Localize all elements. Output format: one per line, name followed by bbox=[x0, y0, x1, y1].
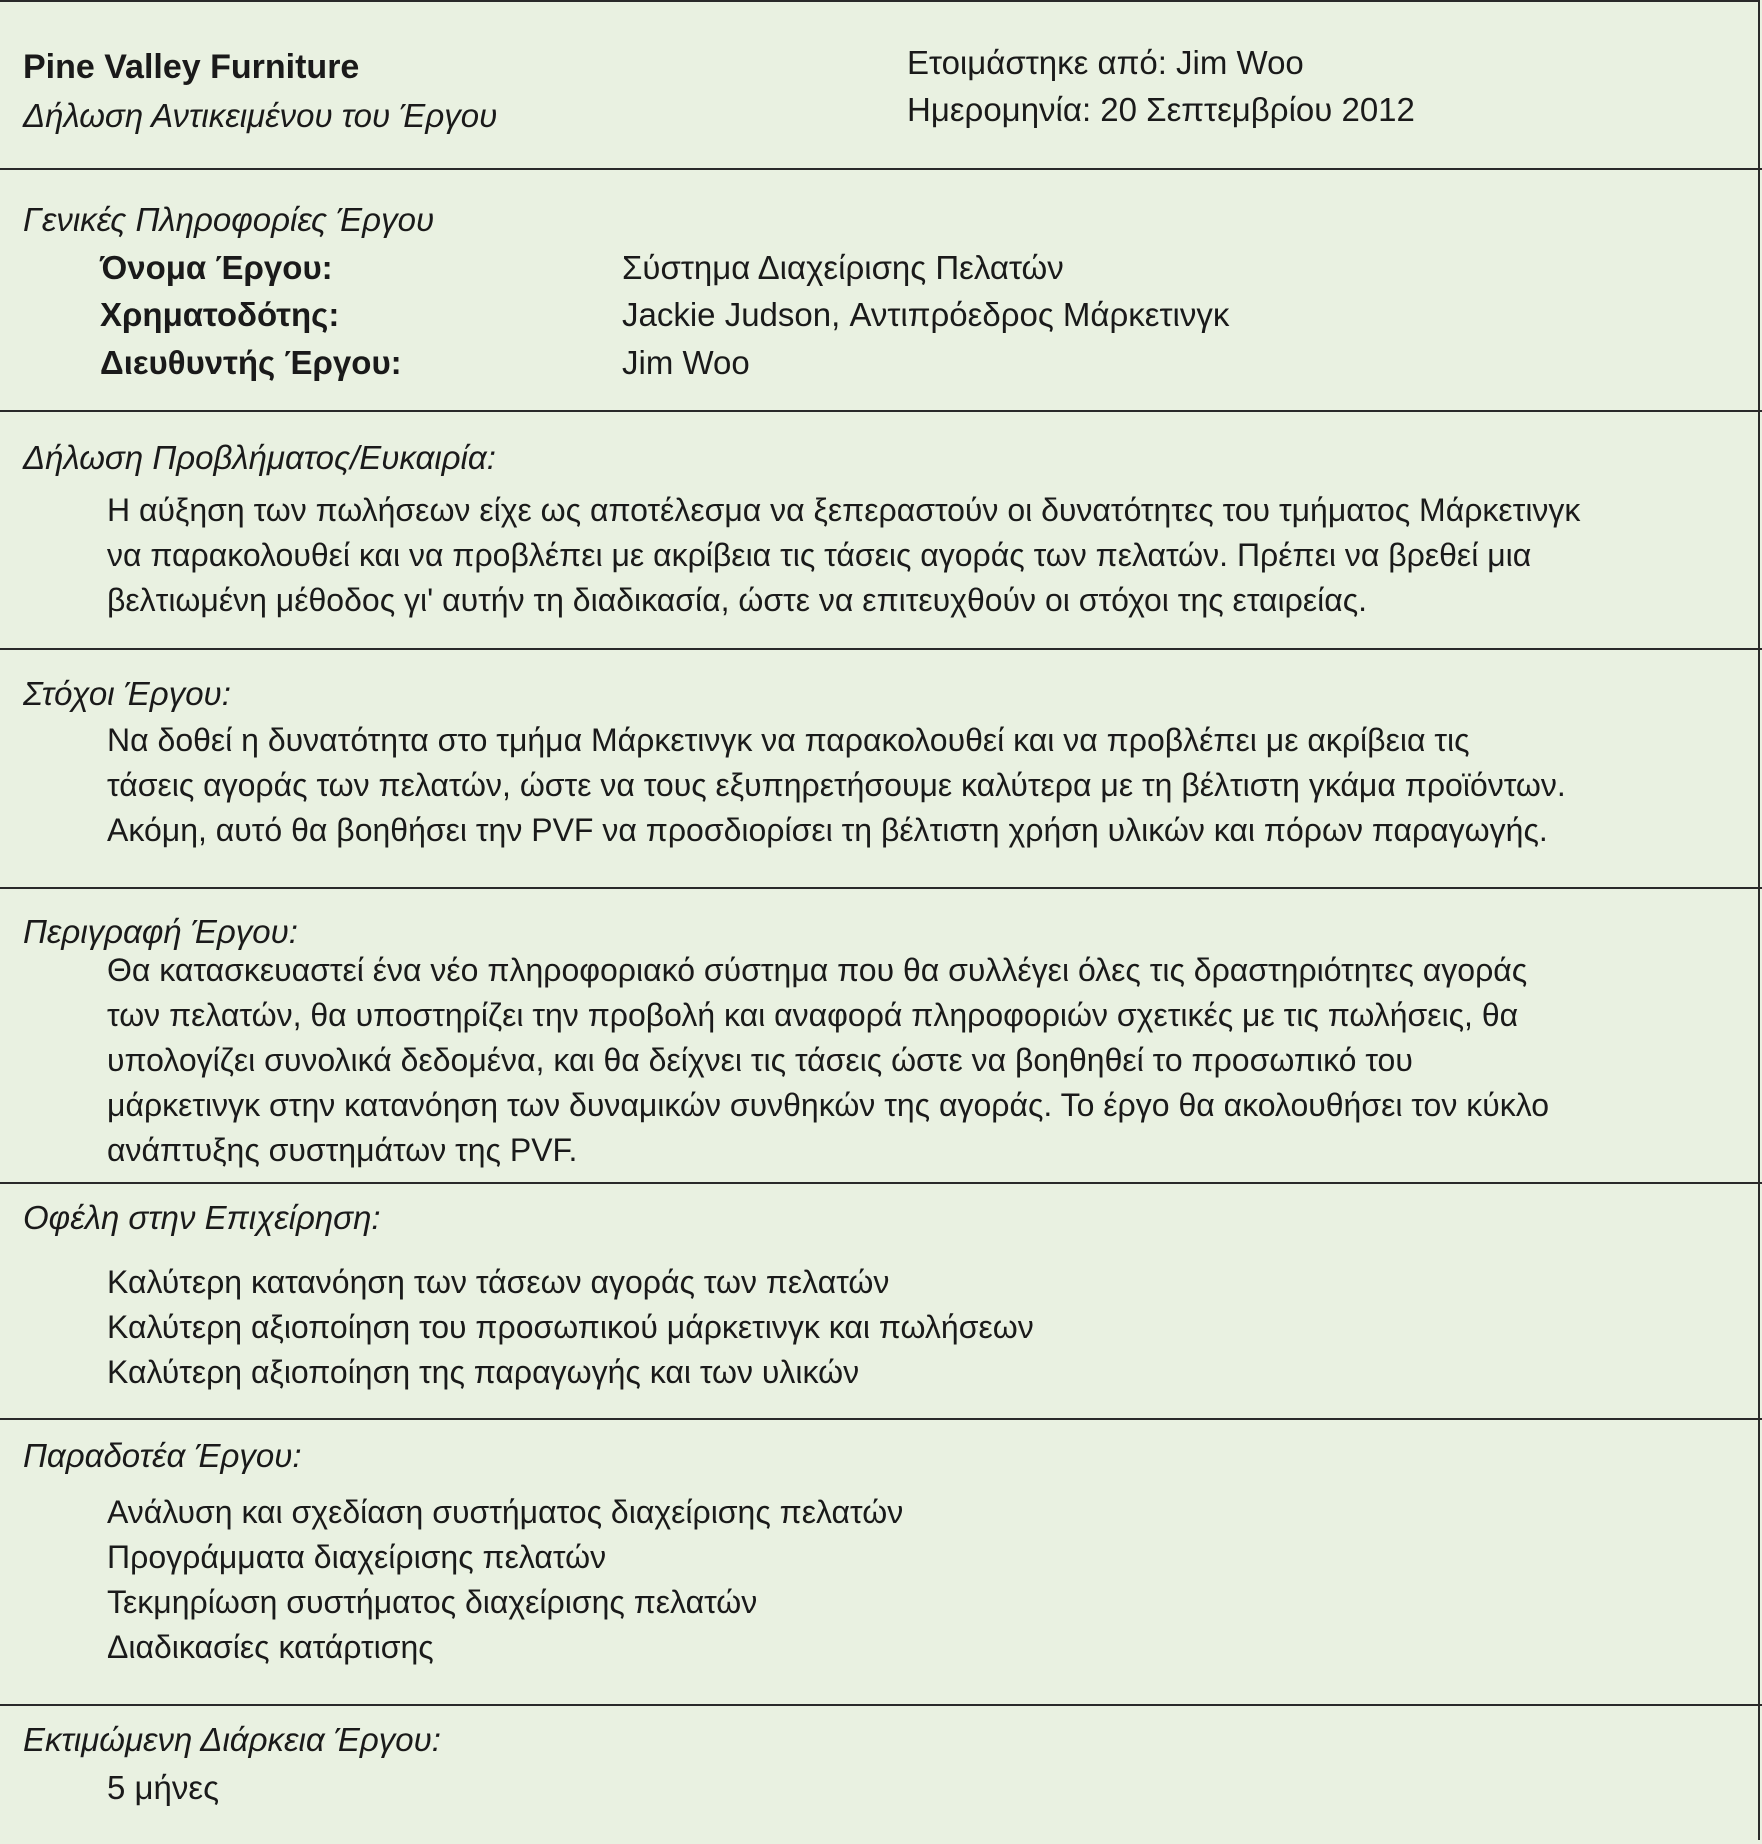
deliverables-list bbox=[107, 1490, 1747, 1670]
description-text bbox=[107, 948, 1747, 1173]
description-line: υπολογίζει συνολικά δεδομένα, και θα δείχνει τις τάσεις ώστε να βοηθηθεί το προσωπικό του bbox=[107, 1042, 1413, 1078]
document-title: Δήλωση Αντικειμένου του Έργου bbox=[23, 97, 498, 134]
benefits-list bbox=[107, 1260, 1747, 1395]
benefits-heading: Οφέλη στην Επιχείρηση: bbox=[23, 1199, 381, 1236]
problem-line: να παρακολουθεί και να προβλέπει με ακρίβεια τις τάσεις αγοράς των πελατών. Πρέπει να βρεθεί μια bbox=[107, 537, 1532, 573]
prepared-by: Ετοιμάστηκε από: Jim Woo bbox=[907, 44, 1304, 81]
deliverables-heading: Παραδοτέα Έργου: bbox=[23, 1437, 302, 1474]
description-line: Θα κατασκευαστεί ένα νέο πληροφοριακό σύστημα που θα συλλέγει όλες τις δραστηριότητες αγοράς bbox=[107, 952, 1528, 988]
list-item: Καλύτερη αξιοποίηση του προσωπικού μάρκετινγκ και πωλήσεων bbox=[107, 1309, 1034, 1345]
goals-text bbox=[107, 718, 1747, 853]
problem-heading: Δήλωση Προβλήματος/Ευκαιρία: bbox=[23, 439, 496, 476]
problem-line: βελτιωμένη μέθοδος γι' αυτήν τη διαδικασία, ώστε να επιτευχθούν οι στόχοι της εταιρείας. bbox=[107, 582, 1367, 618]
goals-line: τάσεις αγοράς των πελατών, ώστε να τους εξυπηρετήσουμε καλύτερα με τη βέλτιστη γκάμα προϊόντων. bbox=[107, 767, 1566, 803]
project-manager-value: Jim Woo bbox=[622, 344, 750, 381]
section-divider bbox=[0, 410, 1762, 412]
sponsor-label: Χρηματοδότης: bbox=[100, 296, 340, 333]
list-item: Καλύτερη κατανόηση των τάσεων αγοράς των πελατών bbox=[107, 1264, 890, 1300]
description-line: ανάπτυξης συστημάτων της PVF. bbox=[107, 1132, 578, 1168]
section-divider bbox=[0, 887, 1762, 889]
list-item: Προγράμματα διαχείρισης πελατών bbox=[107, 1539, 607, 1575]
section-divider bbox=[0, 1182, 1762, 1184]
list-item: Ανάλυση και σχεδίαση συστήματος διαχείρισης πελατών bbox=[107, 1494, 904, 1530]
document-date: Ημερομηνία: 20 Σεπτεμβρίου 2012 bbox=[907, 91, 1415, 128]
section-divider bbox=[0, 168, 1762, 170]
company-name: Pine Valley Furniture bbox=[23, 48, 360, 86]
goals-line: Να δοθεί η δυνατότητα στο τμήμα Μάρκετινγκ να παρακολουθεί και να προβλέπει με ακρίβεια τις bbox=[107, 722, 1470, 758]
goals-heading: Στόχοι Έργου: bbox=[23, 675, 231, 712]
list-item: Διαδικασίες κατάρτισης bbox=[107, 1629, 434, 1665]
duration-heading: Εκτιμώμενη Διάρκεια Έργου: bbox=[23, 1721, 441, 1758]
general-info-heading: Γενικές Πληροφορίες Έργου bbox=[23, 201, 435, 238]
project-name-value: Σύστημα Διαχείρισης Πελατών bbox=[622, 249, 1064, 286]
project-manager-label: Διευθυντής Έργου: bbox=[100, 344, 402, 381]
section-divider bbox=[0, 1704, 1762, 1706]
project-name-label: Όνομα Έργου: bbox=[100, 249, 333, 286]
problem-line: Η αύξηση των πωλήσεων είχε ως αποτέλεσμα να ξεπεραστούν οι δυνατότητες του τμήματος Μάρκετινγκ bbox=[107, 492, 1581, 528]
sponsor-value: Jackie Judson, Αντιπρόεδρος Μάρκετινγκ bbox=[622, 296, 1230, 333]
description-line: μάρκετινγκ στην κατανόηση των δυναμικών συνθηκών της αγοράς. Το έργο θα ακολουθήσει τον κύκλο bbox=[107, 1087, 1550, 1123]
duration-value: 5 μήνες bbox=[107, 1769, 220, 1806]
problem-text bbox=[107, 488, 1747, 623]
section-divider bbox=[0, 1418, 1762, 1420]
description-line: των πελατών, θα υποστηρίζει την προβολή και αναφορά πληροφοριών σχετικές με τις πωλήσεις, θα bbox=[107, 997, 1519, 1033]
goals-line: Ακόμη, αυτό θα βοηθήσει την PVF να προσδιορίσει τη βέλτιστη χρήση υλικών και πόρων παραγωγής. bbox=[107, 812, 1548, 848]
section-divider bbox=[0, 648, 1762, 650]
list-item: Τεκμηρίωση συστήματος διαχείρισης πελατών bbox=[107, 1584, 758, 1620]
description-heading: Περιγραφή Έργου: bbox=[23, 913, 298, 950]
list-item: Καλύτερη αξιοποίηση της παραγωγής και των υλικών bbox=[107, 1354, 860, 1390]
